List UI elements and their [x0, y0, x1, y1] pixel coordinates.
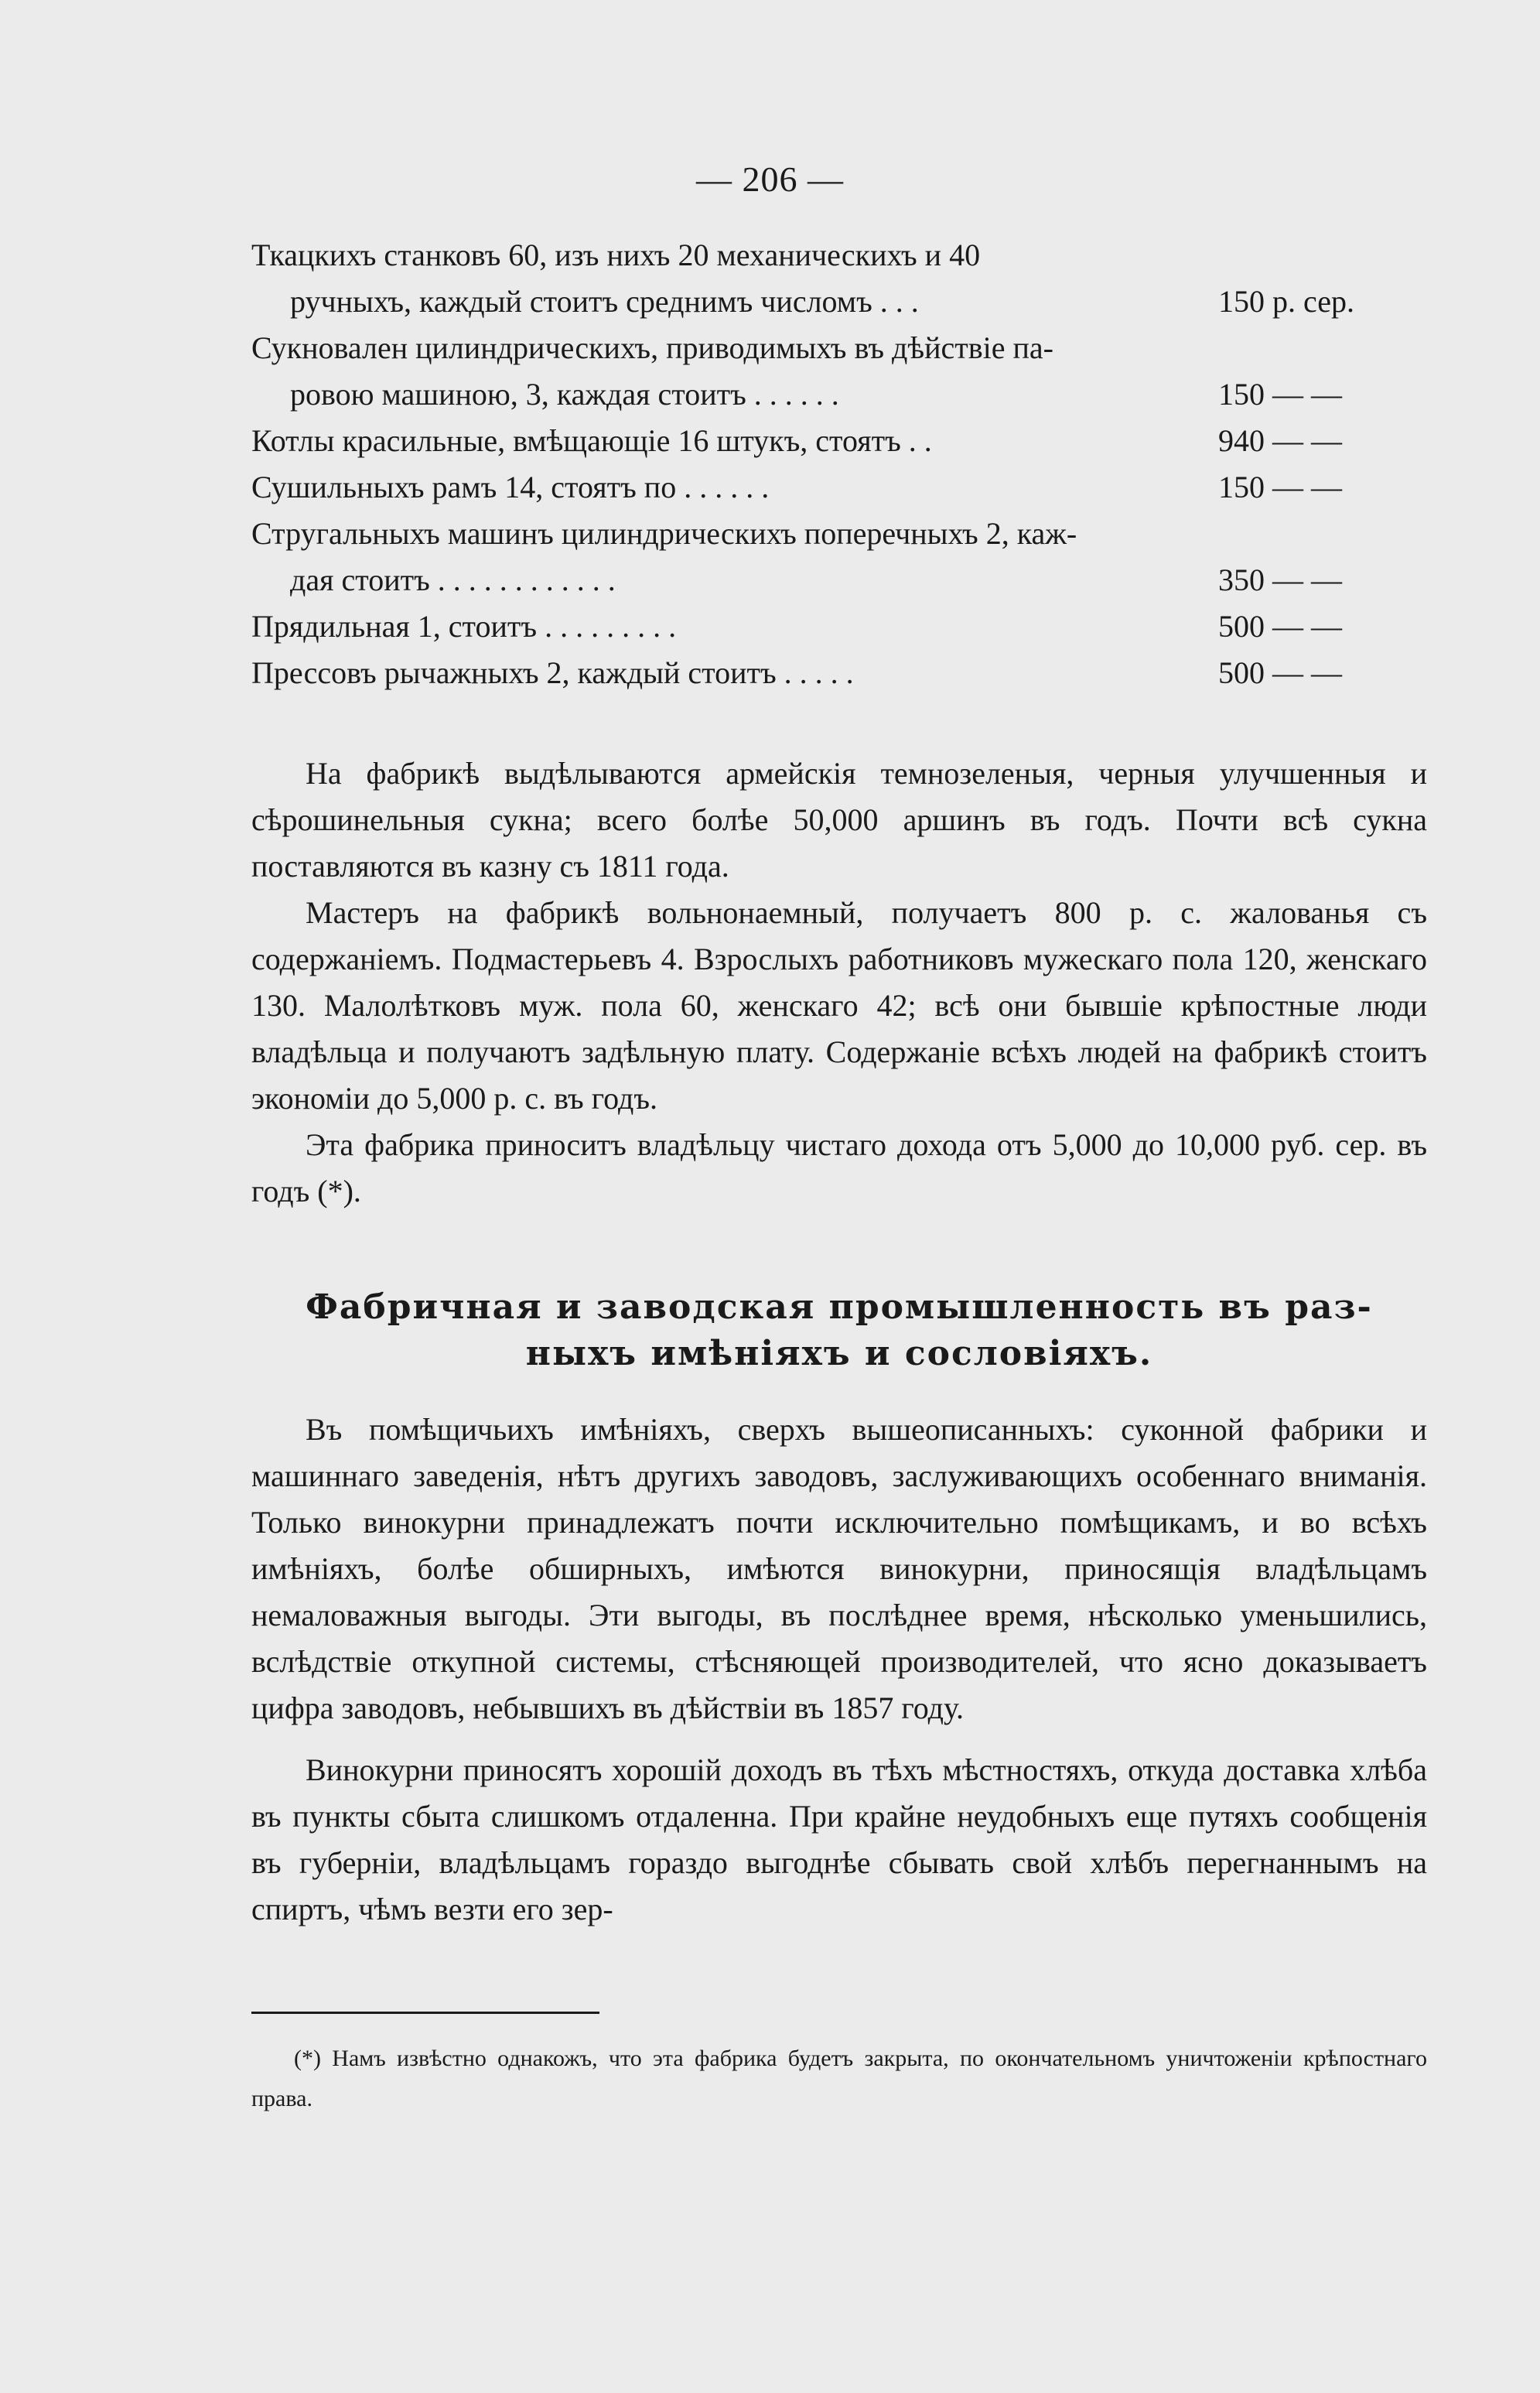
price-line-description: Котлы красильные, вмѣщающіе 16 штукъ, стоятъ . .: [251, 423, 932, 458]
footnote-divider: [251, 2012, 599, 2014]
price-line-description: Сушильныхъ рамъ 14, стоятъ по . . . . . .: [251, 470, 770, 504]
page-number: — 206 —: [696, 159, 844, 199]
price-line-description: Сукновален цилиндрическихъ, приводимыхъ въ дѣйствіе па-: [251, 330, 1053, 365]
price-line-description: ровою машиною, 3, каждая стоитъ . . . . . .: [290, 377, 839, 412]
price-line: [251, 464, 1427, 511]
paragraph: Эта фабрика приноситъ владѣльцу чистаго дохода отъ 5,000 до 10,000 руб. сер. въ годъ (*).: [251, 1127, 1427, 1208]
section-heading: [251, 1284, 1427, 1377]
paragraph: Винокурни приносятъ хорошій доходъ въ тѣхъ мѣстностяхъ, откуда доставка хлѣба въ пункты сбыта слишкомъ отдаленна. При крайне неудобныхъ еще путяхъ сообщенія въ губерніи, владѣльцамъ гораздо выгоднѣе сбывать свой хлѣбъ перегнаннымъ на спиртъ, чѣмъ везти его зер-: [251, 1752, 1427, 1926]
price-line-description: Прядильная 1, стоитъ . . . . . . . . .: [251, 609, 677, 644]
section-heading-line: ныхъ имѣніяхъ и сословіяхъ.: [525, 1334, 1153, 1373]
paragraph: Мастеръ на фабрикѣ вольнонаемный, получаетъ 800 р. с. жалованья съ содержаніемъ. Подмастерьевъ 4. Взрослыхъ работниковъ мужескаго пола 120, женскаго 130. Малолѣтковъ муж. пола 60, женскаго 42; всѣ они бывшіе крѣпостные люди владѣльца и получаютъ задѣльную плату. Содержаніе всѣхъ людей на фабрикѣ стоитъ экономіи до 5,000 р. с. въ годъ.: [251, 895, 1427, 1116]
price-line: [251, 603, 1427, 650]
footnote: (*) Намъ извѣстно однакожъ, что эта фабрика будетъ закрыта, по окончательномъ уничтоженіи крѣпостнаго права.: [251, 2046, 1427, 2111]
price-line-amount: 500 — —: [1218, 655, 1342, 690]
section-heading-line: Фабричная и заводская промышленность въ раз-: [306, 1287, 1373, 1327]
price-line-amount: 150 — —: [1218, 377, 1342, 412]
price-line-amount: 500 — —: [1218, 609, 1342, 644]
price-line: [251, 232, 1427, 279]
price-line-amount: 940 — —: [1218, 423, 1342, 458]
price-line: [251, 325, 1427, 371]
price-line-description: ручныхъ, каждый стоитъ среднимъ числомъ . . .: [290, 284, 919, 319]
price-line-amount: 350 — —: [1218, 562, 1342, 597]
price-line: [251, 511, 1427, 557]
price-line-description: Прессовъ рычажныхъ 2, каждый стоитъ . . . . .: [251, 655, 854, 690]
price-line: [251, 418, 1427, 464]
price-line: [251, 371, 1427, 418]
price-line-description: дая стоитъ . . . . . . . . . . . .: [290, 562, 616, 597]
paragraph: На фабрикѣ выдѣлываются армейскія темнозеленыя, черныя улучшенныя и сѣрошинельныя сукна; всего болѣе 50,000 аршинъ въ годъ. Почти всѣ сукна поставляются въ казну съ 1811 года.: [251, 756, 1427, 884]
price-list: [251, 232, 1427, 696]
price-line: [251, 279, 1427, 325]
price-line-amount: 150 — —: [1218, 470, 1342, 504]
paragraph: Въ помѣщичьихъ имѣніяхъ, сверхъ вышеописанныхъ: суконной фабрики и машиннаго заведенія, нѣтъ другихъ заводовъ, заслуживающихъ особеннаго вниманія. Только винокурни принадлежатъ почти исключительно помѣщикамъ, и во всѣхъ имѣніяхъ, болѣе обширныхъ, имѣются винокурни, приносящія владѣльцамъ немаловажныя выгоды. Эти выгоды, въ послѣднее время, нѣсколько уменьшились, вслѣдствіе откупной системы, стѣсняющей производителей, что ясно доказываетъ цифра заводовъ, небывшихъ въ дѣйствіи въ 1857 году.: [251, 1412, 1427, 1725]
price-line-description: Ткацкихъ станковъ 60, изъ нихъ 20 механическихъ и 40: [251, 238, 981, 272]
price-line: [251, 557, 1427, 603]
price-line: [251, 650, 1427, 696]
factory-description: [251, 750, 1427, 1215]
price-line-description: Стругальныхъ машинъ цилиндрическихъ поперечныхъ 2, каж-: [251, 516, 1077, 551]
price-line-amount: 150 р. сер.: [1218, 284, 1354, 319]
section-body: [251, 1407, 1427, 1933]
